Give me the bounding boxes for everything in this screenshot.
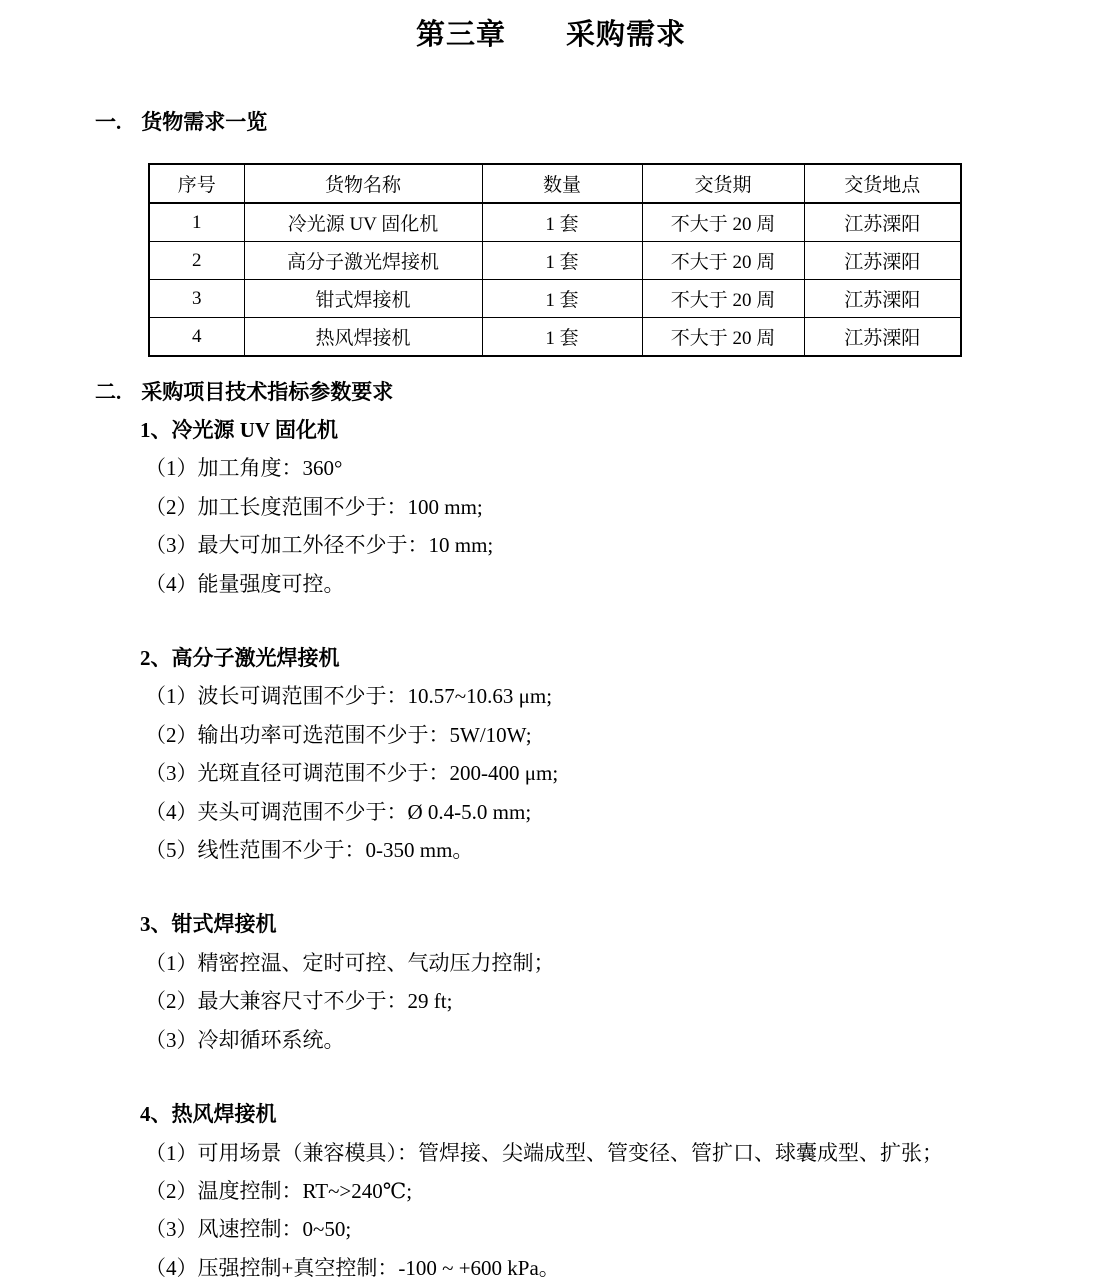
- goods-table-row: [149, 242, 961, 280]
- goods-table-cell: 不大于 20 周: [642, 203, 804, 242]
- spec-item: （2）温度控制：RT~>240℃;: [145, 1178, 413, 1203]
- goods-table-cell: 不大于 20 周: [642, 280, 804, 318]
- goods-table-cell: 1 套: [482, 203, 642, 242]
- specs-section-number: 二.: [95, 380, 122, 404]
- goods-table-cell: 4: [149, 318, 244, 357]
- spec-item: （2）加工长度范围不少于：100 mm;: [145, 494, 483, 519]
- spec-subsection-hot-air-welder: [140, 1095, 1102, 1287]
- goods-table-header-cell: 货物名称: [244, 164, 482, 203]
- goods-table-row: [149, 280, 961, 318]
- specs-list: [140, 411, 1102, 1287]
- goods-table-header-cell: 交货期: [642, 164, 804, 203]
- subsection-title: 1、冷光源 UV 固化机: [140, 418, 338, 442]
- goods-table-cell: 江苏溧阳: [804, 280, 961, 318]
- goods-section-heading: [95, 103, 1102, 141]
- goods-table-cell: 1 套: [482, 318, 642, 357]
- goods-table-cell: 不大于 20 周: [642, 318, 804, 357]
- goods-table-header-cell: 交货地点: [804, 164, 961, 203]
- goods-table: [148, 163, 962, 357]
- spec-item: （4）能量强度可控。: [145, 571, 345, 596]
- goods-table-cell: 钳式焊接机: [244, 280, 482, 318]
- spec-item: （1）波长可调范围不少于：10.57~10.63 μm;: [145, 684, 553, 709]
- specs-section-heading-text: 采购项目技术指标参数要求: [141, 380, 394, 404]
- goods-table-cell: 高分子激光焊接机: [244, 242, 482, 280]
- subsection-title: 3、钳式焊接机: [140, 912, 277, 937]
- subsection-title: 4、热风焊接机: [140, 1102, 277, 1127]
- spec-item: （3）风速控制：0~50;: [145, 1217, 352, 1242]
- goods-table-cell: 1 套: [482, 242, 642, 280]
- goods-section-heading-text: 货物需求一览: [141, 110, 268, 134]
- subsection-title: 2、高分子激光焊接机: [140, 646, 340, 671]
- spec-item: （1）加工角度：360°: [145, 456, 343, 481]
- goods-section-number: 一.: [95, 110, 122, 134]
- spec-item: （4）夹头可调范围不少于：Ø 0.4-5.0 mm;: [145, 799, 532, 824]
- goods-table-header-row: [149, 164, 961, 203]
- page-title: 第三章 采购需求: [415, 19, 686, 51]
- goods-table-cell: 1: [149, 203, 244, 242]
- spec-subsection-uv-curing: [140, 411, 1102, 603]
- spec-subsection-laser-welder: [140, 639, 1102, 869]
- goods-table-row: [149, 203, 961, 242]
- spec-item: （3）光斑直径可调范围不少于：200-400 μm;: [145, 761, 559, 786]
- goods-table-cell: 江苏溧阳: [804, 242, 961, 280]
- goods-table-cell: 冷光源 UV 固化机: [244, 203, 482, 242]
- goods-table-cell: 3: [149, 280, 244, 318]
- goods-table-header-cell: 数量: [482, 164, 642, 203]
- goods-table-header-cell: 序号: [149, 164, 244, 203]
- goods-table-cell: 2: [149, 242, 244, 280]
- goods-table-row: [149, 318, 961, 357]
- goods-table-cell: 不大于 20 周: [642, 242, 804, 280]
- spec-item: （5）线性范围不少于：0-350 mm。: [145, 838, 474, 863]
- spec-item: （3）最大可加工外径不少于：10 mm;: [145, 533, 494, 558]
- spec-item: （1）精密控温、定时可控、气动压力控制；: [145, 950, 555, 975]
- spec-item: （4）压强控制+真空控制：-100 ~ +600 kPa。: [145, 1255, 560, 1280]
- spec-subsection-clamp-welder: [140, 905, 1102, 1059]
- spec-item: （2）最大兼容尺寸不少于：29 ft;: [145, 989, 453, 1014]
- spec-item: （1）可用场景（兼容模具）：管焊接、尖端成型、管变径、管扩口、球囊成型、扩张；: [145, 1140, 943, 1165]
- goods-table-cell: 热风焊接机: [244, 318, 482, 357]
- goods-table-cell: 江苏溧阳: [804, 203, 961, 242]
- spec-item: （3）冷却循环系统。: [145, 1027, 345, 1052]
- spec-item: （2）输出功率可选范围不少于：5W/10W;: [145, 722, 532, 747]
- goods-table-cell: 1 套: [482, 280, 642, 318]
- goods-table-cell: 江苏溧阳: [804, 318, 961, 357]
- specs-section-heading: [95, 373, 1102, 411]
